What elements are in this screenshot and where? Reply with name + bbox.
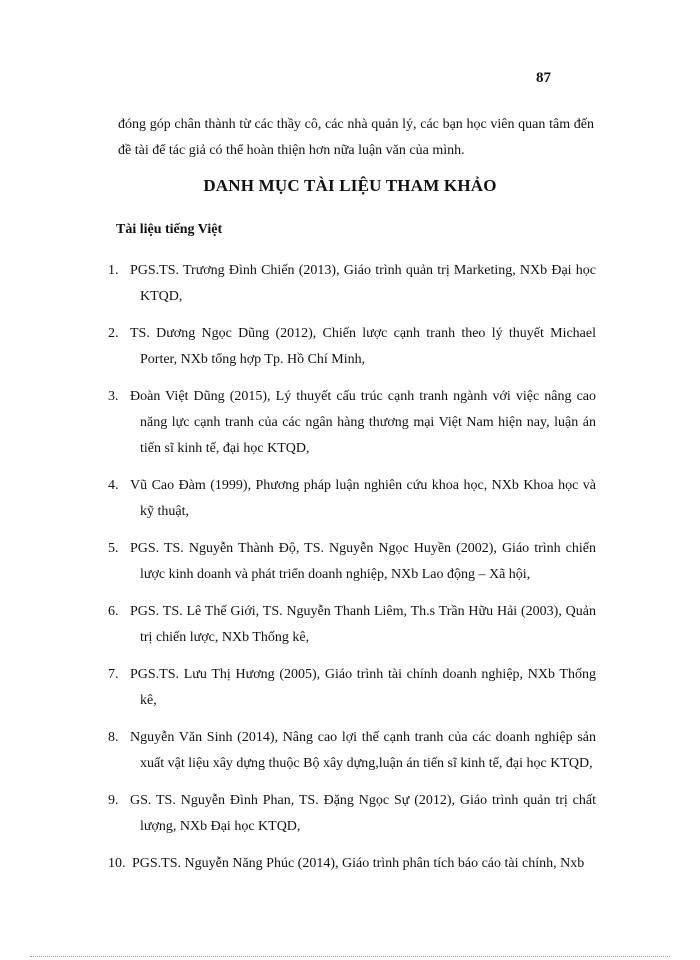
page-bottom-divider <box>30 956 670 957</box>
reference-text: PGS.TS. Trương Đình Chiến (2013), Giáo trình quản trị Marketing, NXb Đại học KTQD, <box>130 263 596 304</box>
reference-number: 3. <box>108 389 119 404</box>
reference-text: Nguyễn Văn Sinh (2014), Nâng cao lợi thế cạnh tranh của các doanh nghiệp sản xuất vật liệu xây dựng thuộc Bộ xây dựng,luận án tiến sĩ kinh tế, đại học KTQD, <box>130 730 596 771</box>
reference-number: 8. <box>108 730 119 745</box>
vietnamese-references-subheading: Tài liệu tiếng Việt <box>116 222 223 237</box>
reference-item <box>108 662 596 714</box>
reference-text: PGS.TS. Nguyễn Năng Phúc (2014), Giáo trình phân tích báo cáo tài chính, Nxb <box>132 856 585 871</box>
reference-item <box>108 384 596 462</box>
reference-item <box>108 599 596 651</box>
reference-number: 2. <box>108 326 119 341</box>
reference-text: PGS.TS. Lưu Thị Hương (2005), Giáo trình tài chính doanh nghiệp, NXb Thống kê, <box>130 667 596 708</box>
page-number: 87 <box>536 70 551 86</box>
reference-item <box>108 788 596 840</box>
reference-text: PGS. TS. Lê Thế Giới, TS. Nguyễn Thanh Liêm, Th.s Trần Hữu Hải (2003), Quản trị chiến lược, NXb Thống kê, <box>130 604 596 645</box>
reference-list <box>108 258 596 888</box>
reference-number: 4. <box>108 478 119 493</box>
reference-number: 1. <box>108 263 119 278</box>
reference-number: 5. <box>108 541 119 556</box>
reference-number: 6. <box>108 604 119 619</box>
reference-item <box>108 258 596 310</box>
reference-text: Vũ Cao Đàm (1999), Phương pháp luận nghiên cứu khoa học, NXb Khoa học và kỹ thuật, <box>130 478 596 519</box>
reference-item <box>108 851 596 877</box>
reference-item <box>108 725 596 777</box>
reference-number: 9. <box>108 793 119 808</box>
references-heading: DANH MỤC TÀI LIỆU THAM KHẢO <box>203 176 497 195</box>
reference-text: GS. TS. Nguyễn Đình Phan, TS. Đặng Ngọc Sự (2012), Giáo trình quản trị chất lượng, NXb Đại học KTQD, <box>130 793 596 834</box>
reference-text: TS. Dương Ngọc Dũng (2012), Chiến lược cạnh tranh theo lý thuyết Michael Porter, NXb tổng hợp Tp. Hồ Chí Minh, <box>130 326 596 367</box>
reference-number: 7. <box>108 667 119 682</box>
reference-item <box>108 473 596 525</box>
reference-text: Đoàn Việt Dũng (2015), Lý thuyết cấu trúc cạnh tranh ngành với việc nâng cao năng lực cạnh tranh của các ngân hàng thương mại Việt Nam hiện nay, luận án tiến sĩ kinh tế, đại học KTQD, <box>130 389 596 456</box>
reference-item <box>108 321 596 373</box>
reference-text: PGS. TS. Nguyễn Thành Độ, TS. Nguyễn Ngọc Huyền (2002), Giáo trình chiến lược kinh doanh và phát triển doanh nghiệp, NXb Lao động – Xã hội, <box>130 541 596 582</box>
reference-number: 10. <box>108 856 126 871</box>
intro-paragraph: đóng góp chân thành từ các thầy cô, các nhà quản lý, các bạn học viên quan tâm đến đề tài để tác giả có thể hoàn thiện hơn nữa luận văn của mình. <box>118 117 594 158</box>
reference-item <box>108 536 596 588</box>
